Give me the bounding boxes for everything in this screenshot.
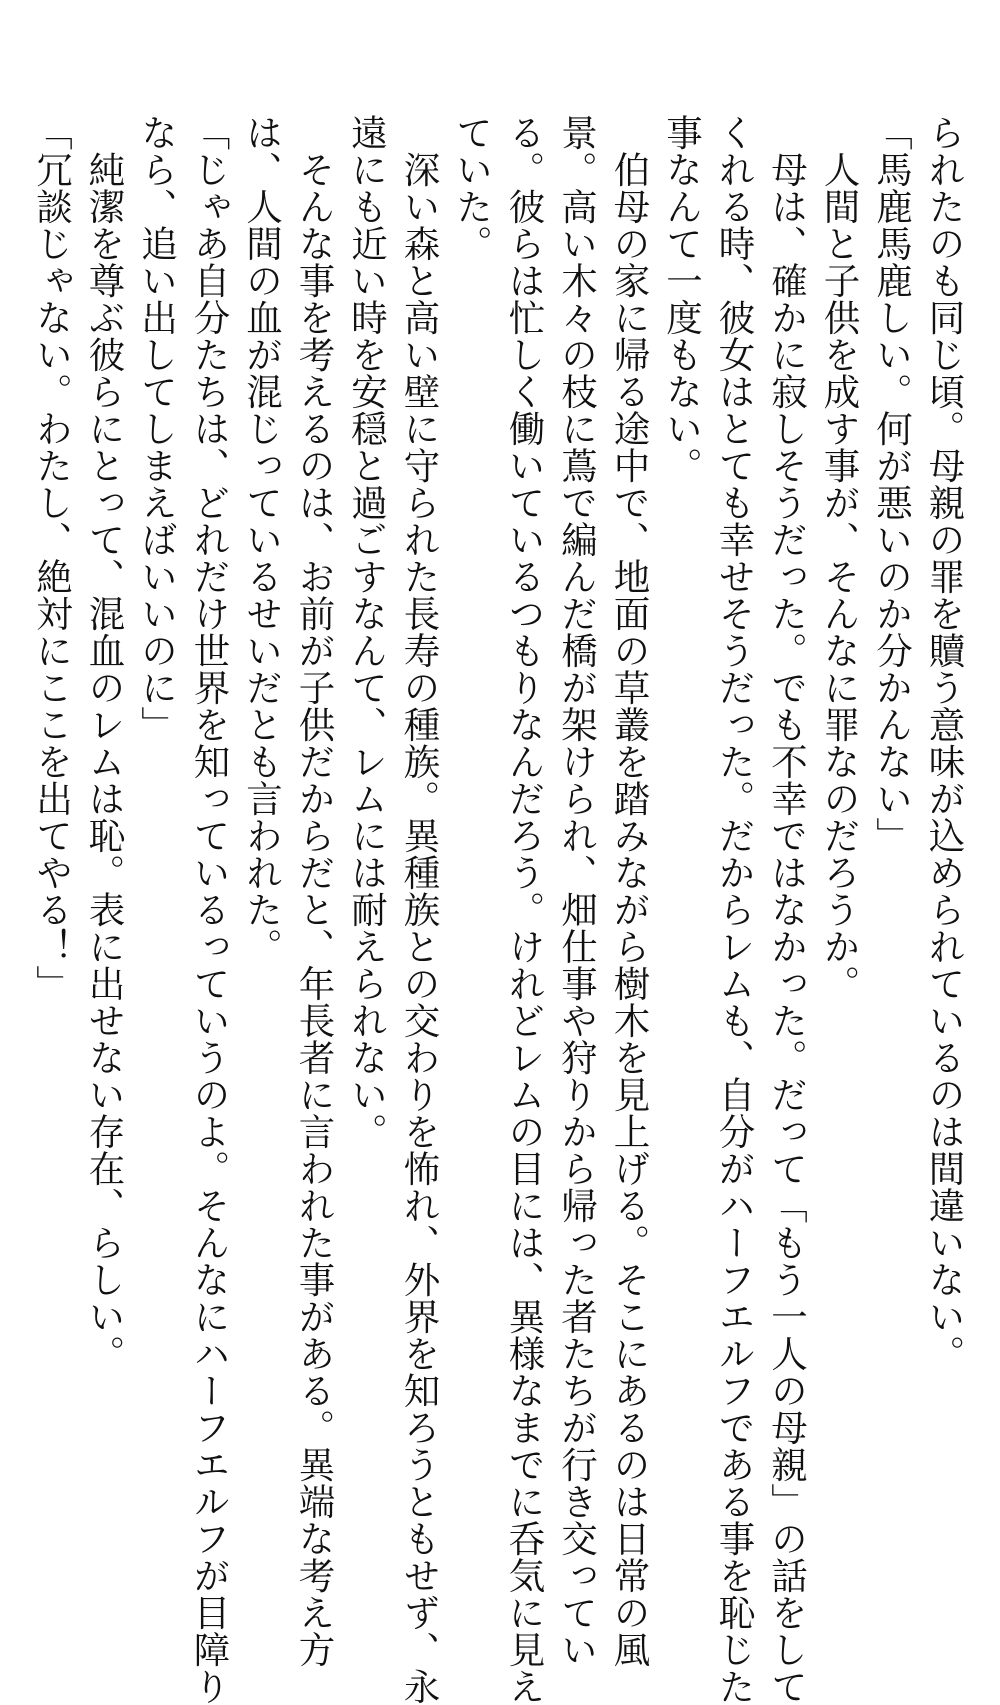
text-line: 「じゃあ自分たちは、どれだけ世界を知っているっていうのよ。そんなにハーフエルフが目障り: [188, 114, 231, 1705]
text-line: 「冗談じゃない。わたし、絶対にここを出てやる！」: [30, 114, 74, 1002]
vertical-text-body: [25, 114, 970, 1705]
text-line: 深い森と高い壁に守られた長寿の種族。異種族との交わりを怖れ、外界を知ろうともせず、永: [398, 114, 441, 1705]
text-line: る。彼らは忙しく働いているつもりなんだろう。けれどレムの目には、異様なまでに呑気に見え: [503, 114, 546, 1705]
text-line: 母は、確かに寂しそうだった。でも不幸ではなかった。だって「もう一人の母親」の話をして: [765, 114, 809, 1705]
text-line: そんな事を考えるのは、お前が子供だからだと、年長者に言われた事がある。異端な考え方: [293, 114, 336, 1668]
text-line: 純潔を尊ぶ彼らにとって、混血のレムは恥。表に出せない存在、らしい。: [83, 114, 126, 1372]
text-line: なら、追い出してしまえばいいのに」: [135, 114, 179, 743]
text-line: られたのも同じ頃。母親の罪を贖う意味が込められているのは間違いない。: [923, 114, 966, 1372]
text-line: 景。高い木々の枝に蔦で編んだ橋が架けられ、畑仕事や狩りから帰った者たちが行き交ってい: [555, 114, 599, 1668]
text-line: ていた。: [450, 114, 494, 262]
text-line: 事なんて一度もない。: [660, 114, 704, 484]
text-line: 遠にも近い時を安穏と過ごすなんて、レムには耐えられない。: [345, 114, 389, 1150]
text-line: くれる時、彼女はとても幸せそうだった。だからレムも、自分がハーフエルフである事を恥じた: [713, 114, 756, 1705]
text-line: 「馬鹿馬鹿しい。何が悪いのか分かんない」: [870, 114, 914, 854]
text-line: 人間と子供を成す事が、そんなに罪なのだろうか。: [818, 114, 861, 1002]
text-line: 伯母の家に帰る途中で、地面の草叢を踏みながら樹木を見上げる。そこにあるのは日常の風: [608, 114, 651, 1668]
text-line: は、人間の血が混じっているせいだとも言われた。: [240, 114, 284, 965]
